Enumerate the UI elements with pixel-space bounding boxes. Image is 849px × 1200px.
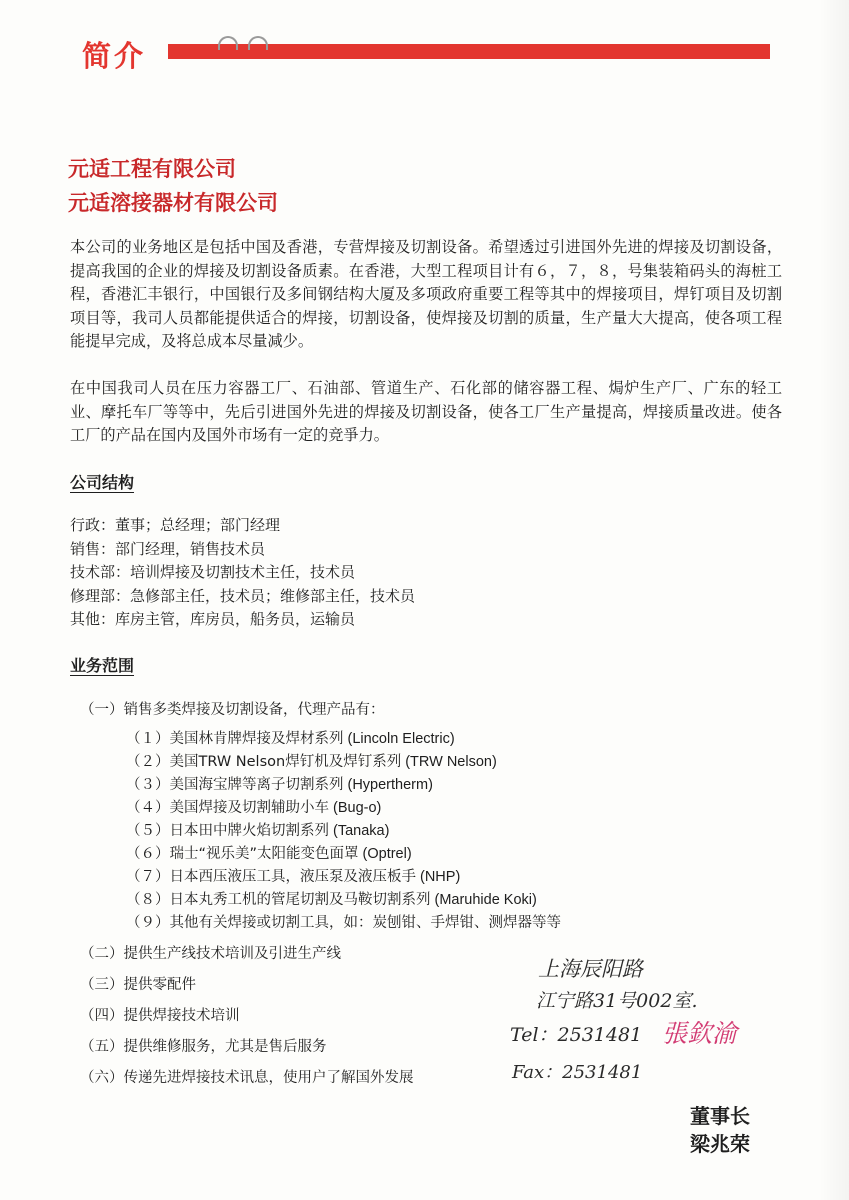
scope-item: （六）传递先进焊接技术讯息，使用户了解国外发展 [80,1070,414,1086]
product-name-cn: （９）其他有关焊接或切割工具，如：炭刨钳、手焊钳、测焊器等等 [126,915,561,931]
product-item [126,843,565,866]
handwritten-address-line-2: 江宁路31号002室. [536,990,698,1012]
product-list [126,728,565,935]
page-edge-shade [819,0,849,1200]
product-name-en: (Bug-o) [333,800,382,816]
scope-service-list [80,942,414,1097]
product-name-en: (Maruhide Koki) [434,892,537,908]
structure-item: 其他：库房主管，库房员，船务员，运输员 [70,610,356,628]
product-item [126,866,565,889]
product-item [126,797,565,820]
product-name-cn: （６）瑞士“视乐美”太阳能变色面罩 [126,846,359,862]
scope-item: （二）提供生产线技术培训及引进生产线 [80,946,341,962]
scope-heading: 业务范围 [70,656,135,675]
structure-item: 技术部：培训焊接及切割技术主任，技术员 [70,563,356,581]
product-name-cn: （２）美国TRW Nelson焊钉机及焊钉系列 [126,754,402,770]
scope-intro-list [80,698,385,719]
structure-item: 修理部：急修部主任，技术员；维修部主任，技术员 [70,586,416,605]
product-name-cn: （８）日本丸秀工机的管尾切割及马鞍切割系列 [126,892,431,908]
product-name-cn: （４）美国焊接及切割辅助小车 [126,800,329,816]
chairman-name: 梁兆荣 [690,1132,750,1156]
product-name-en: (Tanaka) [333,823,390,839]
product-name-en: (NHP) [420,869,461,885]
product-name-en: (Lincoln Electric) [347,731,455,747]
structure-list [70,514,415,632]
handwritten-fax: Fax：2531481 [512,1062,643,1083]
handwritten-address-line-1: 上海辰阳路 [538,957,643,981]
product-name-en: (TRW Nelson) [405,754,497,770]
product-name-cn: （３）美国海宝牌等离子切割系列 [126,777,344,793]
product-item [126,751,565,774]
product-name-en: (Hypertherm) [347,777,433,793]
product-name-cn: （５）日本田中牌火焰切割系列 [126,823,329,839]
product-item [126,728,565,751]
intro-paragraph-2: 在中国我司人员在压力容器工厂、石油部、管道生产、石化部的储容器工程、焗炉生产厂、广东的轻工业、摩托车厂等等中，先后引进国外先进的焊接及切割设备，使各工厂生产量提高，焊接质量改进。使各工厂的产品在国内及国外市场有一定的竞爭力。 [70,379,782,444]
product-item [126,889,565,912]
product-item [126,912,565,935]
intro-paragraph-1: 本公司的业务地区是包括中国及香港，专营焊接及切割设备。希望透过引进国外先进的焊接及切割设备，提高我国的企业的焊接及切割设备质素。在香港，大型工程项目计有６，７，８，号集装箱码头的海桩工程，香港汇丰银行，中国银行及多间钢结构大厦及多项政府重要工程等其中的焊接项目，焊钉项目及切割项目等，我司人员都能提供适合的焊接，切割设备，使焊接及切割的质量，生产量大大提高，使各项工程能提早完成，及将总成本尽量减少。 [70,238,782,350]
structure-item: 销售：部门经理，销售技术员 [70,539,266,558]
handwritten-tel: Tel：2531481 [510,1024,643,1046]
scope-item: （五）提供维修服务，尤其是售后服务 [80,1039,327,1055]
product-name-cn: （７）日本西压液压工具，液压泵及液压板手 [126,869,416,885]
scope-item: （四）提供焊接技术培训 [80,1008,240,1024]
company-name-1: 元适工程有限公司 [68,157,236,181]
scope-item: （三）提供零配件 [80,977,196,993]
structure-heading: 公司结构 [70,473,135,492]
scope-intro: （一）销售多类焊接及切割设备，代理产品有： [80,702,385,718]
chairman-title: 董事长 [690,1104,750,1128]
page-title: 简介 [82,39,147,73]
product-item [126,820,565,843]
binder-ring-icon [248,36,268,50]
structure-item: 行政：董事；总经理；部门经理 [70,516,281,534]
product-name-cn: （１）美国林肯牌焊接及焊材系列 [126,731,344,747]
company-name-2: 元适溶接器材有限公司 [68,191,278,215]
product-item [126,774,565,797]
binder-ring-icon [218,36,238,50]
handwritten-signature: 張欽渝 [662,1019,738,1048]
product-name-en: (Optrel) [362,846,412,862]
